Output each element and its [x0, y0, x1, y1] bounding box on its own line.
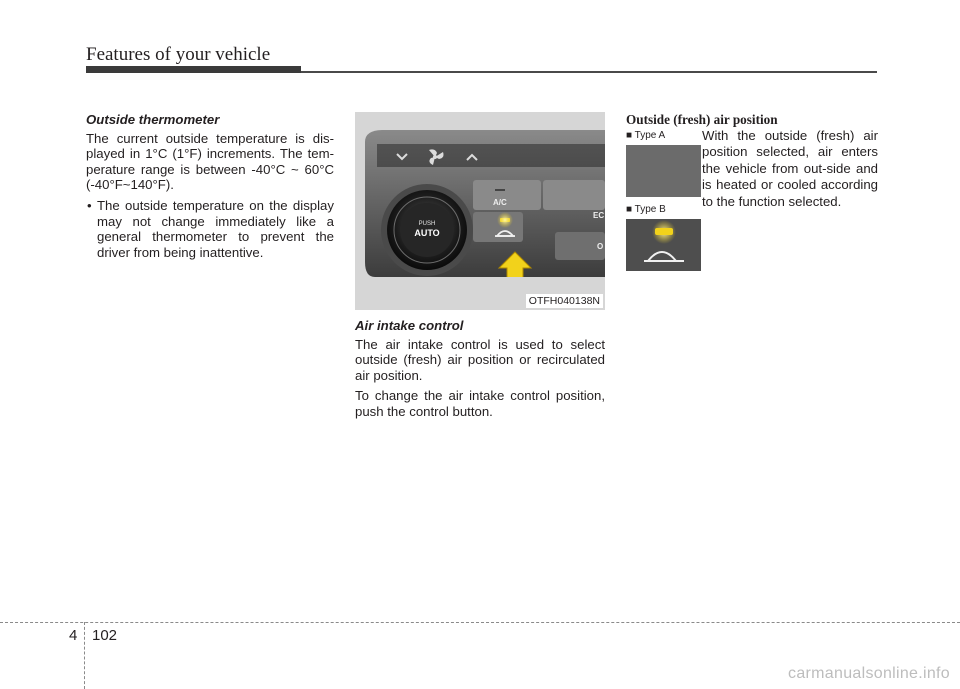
type-thumbnails — [626, 130, 704, 278]
climate-panel-illustration — [355, 112, 605, 310]
column-air-intake — [355, 112, 605, 425]
eco-button-label: EC — [593, 211, 605, 220]
type-a-label: ■ Type A — [626, 130, 666, 141]
knob-auto-label: AUTO — [414, 228, 440, 238]
paragraph-temperature-range: The current outside temperature is dis-played in 1°C (1°F) increments. The tem-perature range is between -40°C ~ 60°C (-40°F~140°F). — [86, 130, 334, 193]
lower-right-button-label: O — [597, 242, 604, 251]
paragraph-air-intake-change: To change the air intake control position, push the control button. — [355, 388, 605, 419]
bullet-text: The outside temperature on the display may not change immediately like a general thermometer to prevent the driver from being inattentive. — [97, 197, 334, 260]
type-a-image — [626, 145, 701, 197]
column-outside-thermometer — [86, 112, 334, 260]
bullet-item — [86, 198, 334, 260]
paragraph-air-intake-purpose: The air intake control is used to select outside (fresh) air position or recirculated air position. — [355, 336, 605, 383]
type-b-label: ■ Type B — [626, 204, 666, 215]
footer-divider — [84, 622, 85, 689]
section-heading-outside-thermometer: Outside thermometer — [86, 112, 220, 127]
footer-rule — [0, 622, 960, 623]
figure-code: OTFH040138N — [526, 294, 603, 308]
chapter-number: 4 — [69, 627, 78, 644]
bullet-mark: • — [87, 197, 92, 213]
column-fresh-air — [626, 112, 878, 312]
section-heading-air-intake: Air intake control — [355, 318, 464, 333]
section-heading-fresh-air: Outside (fresh) air position — [626, 112, 778, 127]
watermark: carmanualsonline.info — [788, 665, 950, 682]
header-rule — [301, 71, 877, 73]
climate-control-figure — [355, 112, 605, 310]
type-b-image — [626, 219, 701, 271]
indicator-led — [655, 228, 673, 235]
paragraph-fresh-air: With the outside (fresh) air position selected, air enters the vehicle from out-side and is heated or cooled according to the function selected. — [702, 128, 878, 209]
page-number: 102 — [92, 627, 118, 644]
ac-button-label: A/C — [493, 198, 507, 207]
page-header-title: Features of your vehicle — [86, 44, 271, 65]
header-bar — [86, 66, 301, 73]
knob-push-label: PUSH — [418, 221, 436, 227]
